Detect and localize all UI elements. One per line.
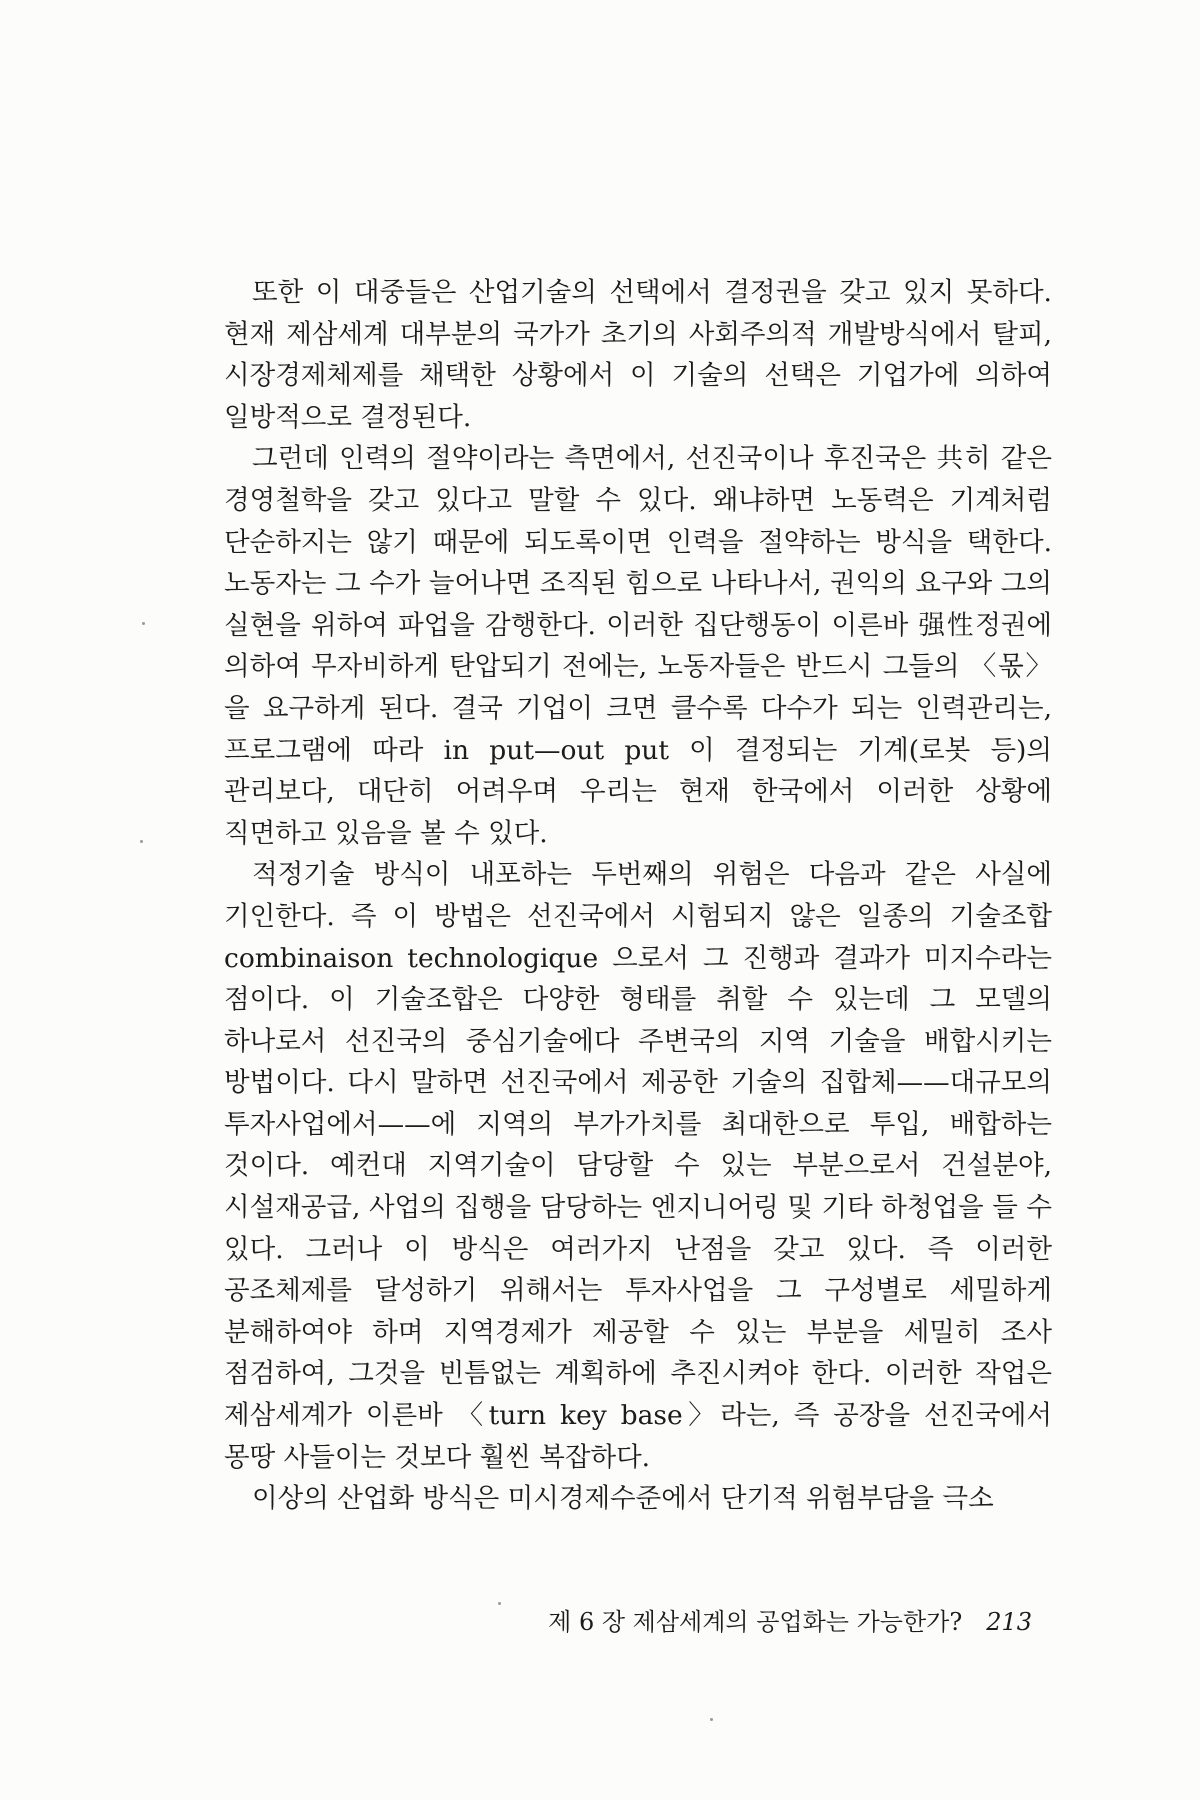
page-footer [548,1602,1032,1637]
paragraph: 또한 이 대중들은 산업기술의 선택에서 결정권을 갖고 있지 못하다. 현재 제삼세계 대부분의 국가가 초기의 사회주의적 개발방식에서 탈피, 시장경제체제를 채택한 상황에서 이 기술의 선택은 기업가에 의하여 일방적으로 결정된다. [224,277,1052,433]
scan-speck [710,1718,713,1721]
paragraph: 그런데 인력의 절약이라는 측면에서, 선진국이나 후진국은 共히 같은 경영철학을 갖고 있다고 말할 수 있다. 왜냐하면 노동력은 기계처럼 단순하지는 않기 때문에 되도록이면 인력을 절약하는 방식을 택한다. 노동자는 그 수가 늘어나면 조직된 힘으로 나타나서, 권익의 요구와 그의 실현을 위하여 파업을 감행한다. 이러한 집단행동이 이른바 强性정권에 의하여 무자비하게 탄압되기 전에는, 노동자들은 반드시 그들의 〈몫〉을 요구하게 된다. 결국 기업이 크면 클수록 다수가 되는 인력관리는, 프로그램에 따라 in put—out put 이 결정되는 기계(로봇 등)의 관리보다, 대단히 어려우며 우리는 현재 한국에서 이러한 상황에 직면하고 있음을 볼 수 있다. [224,443,1052,849]
paragraph: 이상의 산업화 방식은 미시경제수준에서 단기적 위험부담을 극소 [252,1483,994,1515]
page-number: 213 [986,1608,1032,1636]
paragraph: 적정기술 방식이 내포하는 두번째의 위험은 다음과 같은 사실에 기인한다. 즉 이 방법은 선진국에서 시험되지 않은 일종의 기술조합 combinaison technologique 으로서 그 진행과 결과가 미지수라는 점이다. 이 기술조합은 다양한 형태를 취할 수 있는데 그 모델의 하나로서 선진국의 중심기술에다 주변국의 지역 기술을 배합시키는 방법이다. 다시 말하면 선진국에서 제공한 기술의 집합체——대규모의 투자사업에서——에 지역의 부가가치를 최대한으로 투입, 배합하는 것이다. 예컨대 지역기술이 담당할 수 있는 부분으로서 건설분야, 시설재공급, 사업의 집행을 담당하는 엔지니어링 및 기타 하청업을 들 수 있다. 그러나 이 방식은 여러가지 난점을 갖고 있다. 즉 이러한 공조체제를 달성하기 위해서는 투자사업을 그 구성별로 세밀하게 분해하여야 하며 지역경제가 제공할 수 있는 부분을 세밀히 조사 점검하여, 그것을 빈틈없는 계획하에 추진시켜야 한다. 이러한 작업은 제삼세계가 이른바 〈turn key base〉라는, 즉 공장을 선진국에서 몽땅 사들이는 것보다 훨씬 복잡하다. [224,859,1052,1473]
body-text [224,272,1052,1520]
scan-speck [140,840,143,843]
scan-speck [498,1602,501,1605]
scan-speck [142,622,145,625]
running-head: 제 6 장 제삼세계의 공업화는 가능한가? [548,1608,963,1636]
